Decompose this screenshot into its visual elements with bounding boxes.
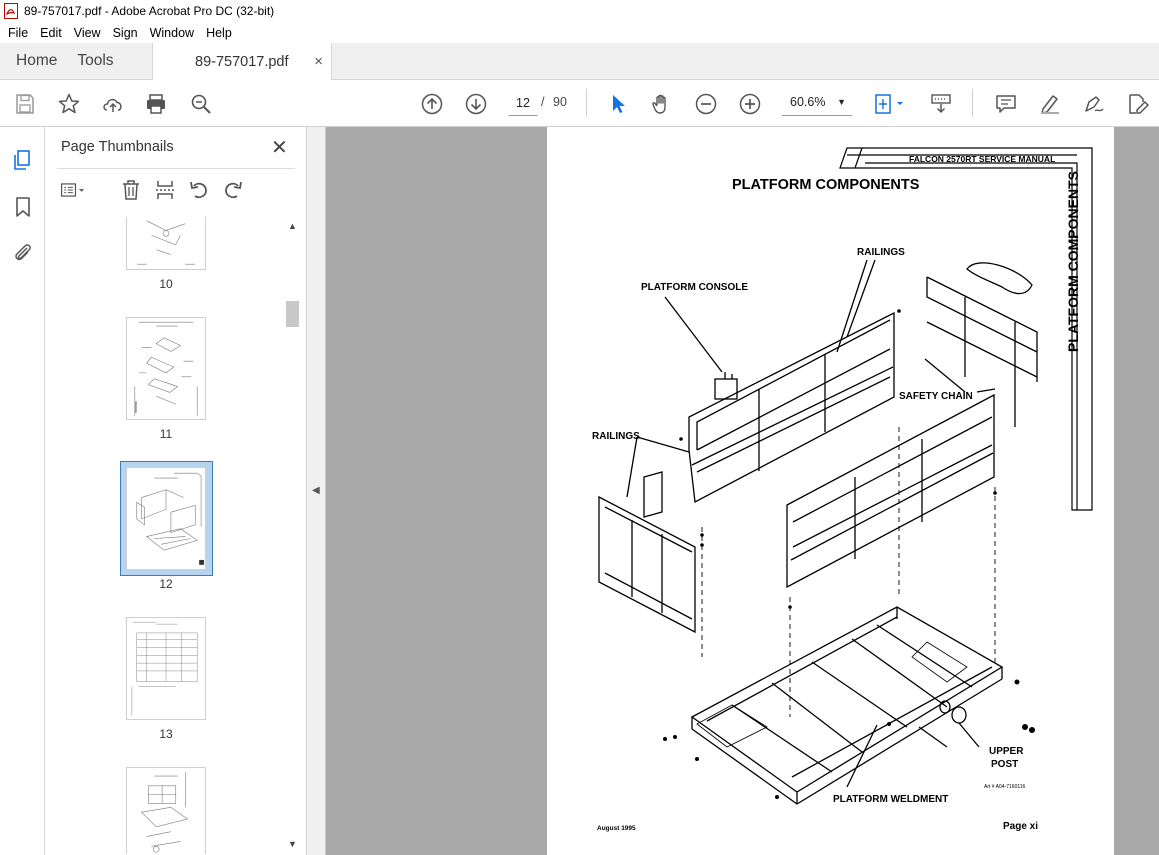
doc-side-title: PLATFORM COMPONENTS: [1065, 171, 1081, 352]
thumbnail-label: 11: [159, 427, 173, 441]
platform-components-drawing: [547, 127, 1114, 855]
extract-pages-icon[interactable]: [152, 177, 178, 203]
page-thumbnail[interactable]: [126, 617, 206, 720]
page-number-input[interactable]: 12: [508, 90, 538, 116]
page-thumbnails-panel: [45, 127, 307, 855]
menu-sign[interactable]: Sign: [112, 25, 138, 40]
scrollbar-thumb[interactable]: [286, 301, 299, 327]
chevron-down-icon: ▼: [837, 97, 846, 107]
thumbnail-label: 13: [159, 727, 173, 741]
label-upper-post-line2: POST: [991, 759, 1019, 770]
menu-help[interactable]: Help: [206, 25, 232, 40]
document-viewer: [326, 127, 1159, 855]
rotate-counterclockwise-icon[interactable]: [186, 177, 212, 203]
toolbar-divider: [586, 89, 587, 117]
label-platform-weldment: PLATFORM WELDMENT: [833, 794, 949, 805]
zoom-level-value: 60.6%: [790, 95, 826, 109]
print-icon[interactable]: [143, 91, 169, 117]
label-railings-left: RAILINGS: [592, 431, 640, 442]
find-zoom-icon[interactable]: [188, 91, 214, 117]
doc-header: FALCON 2570RT SERVICE MANUAL: [909, 154, 1056, 164]
menu-file[interactable]: File: [8, 25, 29, 40]
bookmark-star-icon[interactable]: [56, 91, 82, 117]
scroll-mode-icon[interactable]: [928, 91, 954, 117]
menu-edit[interactable]: Edit: [40, 25, 62, 40]
art-number: Art # A04-7160116: [984, 784, 1026, 790]
chevron-down-icon[interactable]: ▼: [288, 839, 297, 849]
window-title: 89-757017.pdf - Adobe Acrobat Pro DC (32-bit): [24, 4, 275, 18]
doc-footer-page: Page xi: [1003, 821, 1039, 832]
tab-tools[interactable]: Tools: [77, 52, 114, 69]
panel-divider: [57, 168, 295, 169]
thumbnail-label: 10: [159, 277, 173, 291]
doc-footer-date: August 1995: [597, 825, 636, 832]
tab-close-icon[interactable]: ×: [314, 53, 323, 70]
chevron-up-icon[interactable]: ▲: [288, 221, 297, 231]
page-thumbnail[interactable]: [126, 317, 206, 420]
select-cursor-icon[interactable]: [605, 91, 631, 117]
label-safety-chain: SAFETY CHAIN: [899, 391, 973, 402]
toolbar-divider: [972, 89, 973, 117]
tab-document[interactable]: [152, 43, 332, 80]
next-page-icon[interactable]: [463, 91, 489, 117]
sign-pen-icon[interactable]: [1081, 91, 1107, 117]
panel-title: Page Thumbnails: [61, 139, 174, 155]
rotate-clockwise-icon[interactable]: [220, 177, 246, 203]
page-thumbnail-current[interactable]: [126, 467, 206, 570]
chevron-left-icon: ◀: [312, 485, 320, 496]
label-platform-console: PLATFORM CONSOLE: [641, 282, 749, 293]
label-railings-top: RAILINGS: [857, 247, 905, 258]
bookmarks-icon[interactable]: [10, 194, 36, 220]
doc-title: PLATFORM COMPONENTS: [732, 177, 920, 193]
pdf-page[interactable]: [547, 127, 1114, 855]
page-thumbnail[interactable]: [126, 217, 206, 270]
tab-home[interactable]: Home: [16, 52, 58, 69]
page-thumbnail[interactable]: [126, 767, 206, 854]
zoom-out-icon[interactable]: [693, 91, 719, 117]
collapse-panel-handle[interactable]: [307, 127, 326, 855]
previous-page-icon[interactable]: [419, 91, 445, 117]
title-bar: [0, 0, 1159, 22]
highlight-pen-icon[interactable]: [1037, 91, 1063, 117]
zoom-level-dropdown[interactable]: [782, 90, 852, 116]
thumbnail-scrollbar[interactable]: [285, 217, 299, 854]
thumbnail-options-icon[interactable]: [59, 177, 85, 203]
more-tools-icon[interactable]: [1124, 91, 1150, 117]
delete-icon[interactable]: [118, 177, 144, 203]
tab-document-label: 89-757017.pdf: [195, 53, 289, 70]
tab-bar: [0, 43, 1159, 80]
page-total: 90: [553, 95, 567, 109]
zoom-in-icon[interactable]: [737, 91, 763, 117]
fit-page-icon[interactable]: [872, 91, 908, 117]
menu-bar: [0, 22, 1159, 43]
upload-cloud-icon[interactable]: [100, 91, 126, 117]
comment-icon[interactable]: [993, 91, 1019, 117]
left-nav-rail: [0, 127, 45, 855]
hand-tool-icon[interactable]: [649, 91, 675, 117]
save-icon[interactable]: [12, 91, 38, 117]
acrobat-app-icon: [4, 3, 18, 19]
thumbnail-list: [57, 217, 289, 854]
label-upper-post-line1: UPPER: [989, 746, 1024, 757]
menu-view[interactable]: View: [73, 25, 101, 40]
thumbnail-label: 12: [159, 577, 173, 591]
attachments-icon[interactable]: [10, 240, 36, 266]
main-toolbar: [0, 80, 1159, 127]
menu-window[interactable]: Window: [149, 25, 195, 40]
page-separator: /: [541, 95, 545, 109]
close-icon[interactable]: ✕: [271, 137, 288, 159]
page-thumbnails-icon[interactable]: [10, 147, 36, 173]
